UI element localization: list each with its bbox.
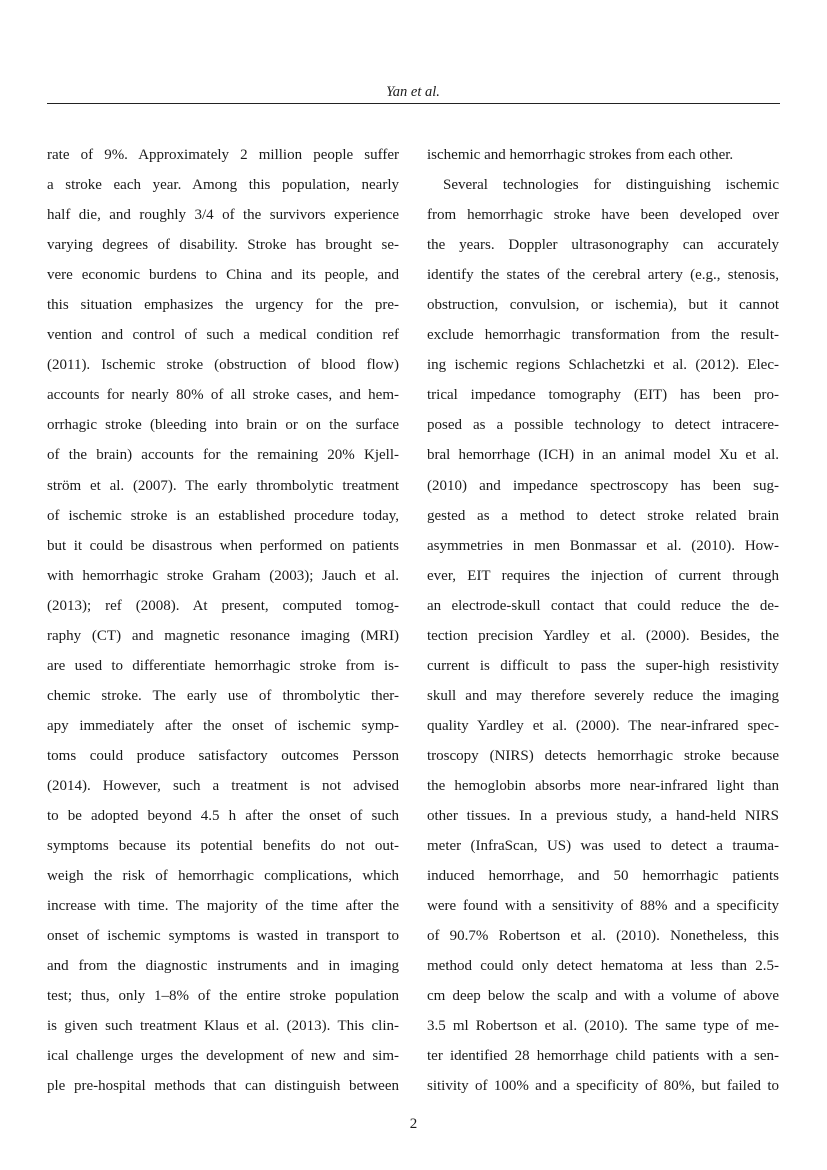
text-line: ing ischemic regions Schlachetzki et al. (2012). Elec- [427, 357, 779, 374]
text-line: symptoms because its potential benefits do not out- [47, 838, 399, 855]
text-line: ever, EIT requires the injection of current through [427, 567, 779, 584]
text-line: current is difficult to pass the super-high resistivity [427, 657, 779, 674]
text-line: orrhagic stroke (bleeding into brain or on the surface [47, 417, 399, 434]
text-line: ter identified 28 hemorrhage child patients with a sen- [427, 1048, 779, 1065]
text-line: skull and may therefore severely reduce the imaging [427, 687, 779, 704]
text-line: quality Yardley et al. (2000). The near-infrared spec- [427, 717, 779, 734]
text-line: ström et al. (2007). The early thrombolytic treatment [47, 477, 399, 494]
text-line: cm deep below the scalp and with a volume of above [427, 988, 779, 1005]
text-line: toms could produce satisfactory outcomes Persson [47, 747, 399, 764]
text-line: rate of 9%. Approximately 2 million people suffer [47, 147, 399, 163]
text-line: apy immediately after the onset of ischemic symp- [47, 717, 399, 734]
text-line: to be adopted beyond 4.5 h after the onset of such [47, 808, 399, 825]
text-line: troscopy (NIRS) detects hemorrhagic stroke because [427, 747, 779, 764]
text-line: vere economic burdens to China and its people, and [47, 267, 399, 284]
text-line: a stroke each year. Among this population, nearly [47, 177, 399, 194]
text-line: an electrode-skull contact that could reduce the de- [427, 597, 779, 614]
text-line: method could only detect hematoma at less than 2.5- [427, 958, 779, 975]
text-line: this situation emphasizes the urgency for the pre- [47, 297, 399, 314]
text-line: ischemic and hemorrhagic strokes from each other. [427, 147, 734, 163]
text-line: raphy (CT) and magnetic resonance imaging (MRI) [47, 627, 399, 644]
left-column [47, 140, 399, 1102]
text-line: weigh the risk of hemorrhagic complications, which [47, 868, 399, 885]
text-line: with hemorrhagic stroke Graham (2003); Jauch et al. [47, 567, 399, 584]
running-head: Yan et al. [386, 84, 440, 100]
text-line: test; thus, only 1–8% of the entire stroke population [47, 988, 399, 1005]
text-line: (2014). However, such a treatment is not advised [47, 777, 399, 794]
text-line: trical impedance tomography (EIT) has been pro- [427, 387, 779, 404]
text-line: tection precision Yardley et al. (2000). Besides, the [427, 627, 779, 644]
text-line: Several technologies for distinguishing ischemic [443, 177, 779, 194]
text-line: (2010) and impedance spectroscopy has been sug- [427, 477, 779, 494]
text-line: of 90.7% Robertson et al. (2010). Nonetheless, this [427, 928, 779, 945]
text-line: (2013); ref (2008). At present, computed tomog- [47, 597, 399, 614]
text-line: exclude hemorrhagic transformation from the result- [427, 327, 779, 344]
text-line: asymmetries in men Bonmassar et al. (2010). How- [427, 537, 779, 554]
text-line: half die, and roughly 3/4 of the survivors experience [47, 207, 399, 224]
text-line: ple pre-hospital methods that can distinguish between [47, 1078, 399, 1095]
text-line: chemic stroke. The early use of thrombolytic ther- [47, 687, 399, 704]
text-line: from hemorrhagic stroke have been developed over [427, 207, 779, 224]
text-line: onset of ischemic symptoms is wasted in transport to [47, 928, 399, 945]
text-line: identify the states of the cerebral artery (e.g., stenosis, [427, 267, 779, 284]
text-line: obstruction, convulsion, or ischemia), but it cannot [427, 297, 779, 314]
text-line: and from the diagnostic instruments and in imaging [47, 958, 399, 975]
text-line: of the brain) accounts for the remaining 20% Kjell- [47, 447, 399, 464]
text-line: meter (InfraScan, US) was used to detect a trauma- [427, 838, 779, 855]
text-line: gested as a method to detect stroke related brain [427, 507, 779, 524]
text-line: increase with time. The majority of the time after the [47, 898, 399, 915]
text-line: of ischemic stroke is an established procedure today, [47, 507, 399, 524]
text-line: sitivity of 100% and a specificity of 80%, but failed to [427, 1078, 779, 1095]
text-line: bral hemorrhage (ICH) in an animal model Xu et al. [427, 447, 779, 464]
text-line: are used to differentiate hemorrhagic stroke from is- [47, 657, 399, 674]
page-number: 2 [409, 1116, 418, 1132]
text-line: posed as a possible technology to detect intracere- [427, 417, 779, 434]
text-line: vention and control of such a medical condition ref [47, 327, 399, 344]
text-line: other tissues. In a previous study, a hand-held NIRS [427, 808, 779, 825]
text-line: the hemoglobin absorbs more near-infrared light than [427, 777, 779, 794]
text-line: accounts for nearly 80% of all stroke cases, and hem- [47, 387, 399, 404]
text-line: 3.5 ml Robertson et al. (2010). The same type of me- [427, 1018, 779, 1035]
text-line: the years. Doppler ultrasonography can accurately [427, 237, 779, 254]
text-line: were found with a sensitivity of 88% and a specificity [427, 898, 779, 915]
text-line: ical challenge urges the development of new and sim- [47, 1048, 399, 1065]
text-line: (2011). Ischemic stroke (obstruction of blood flow) [47, 357, 399, 374]
right-column [427, 140, 779, 1102]
text-line: is given such treatment Klaus et al. (2013). This clin- [47, 1018, 399, 1035]
header-rule [47, 103, 780, 104]
text-line: varying degrees of disability. Stroke has brought se- [47, 237, 399, 254]
text-line: but it could be disastrous when performed on patients [47, 537, 399, 554]
text-line: induced hemorrhage, and 50 hemorrhagic patients [427, 868, 779, 885]
